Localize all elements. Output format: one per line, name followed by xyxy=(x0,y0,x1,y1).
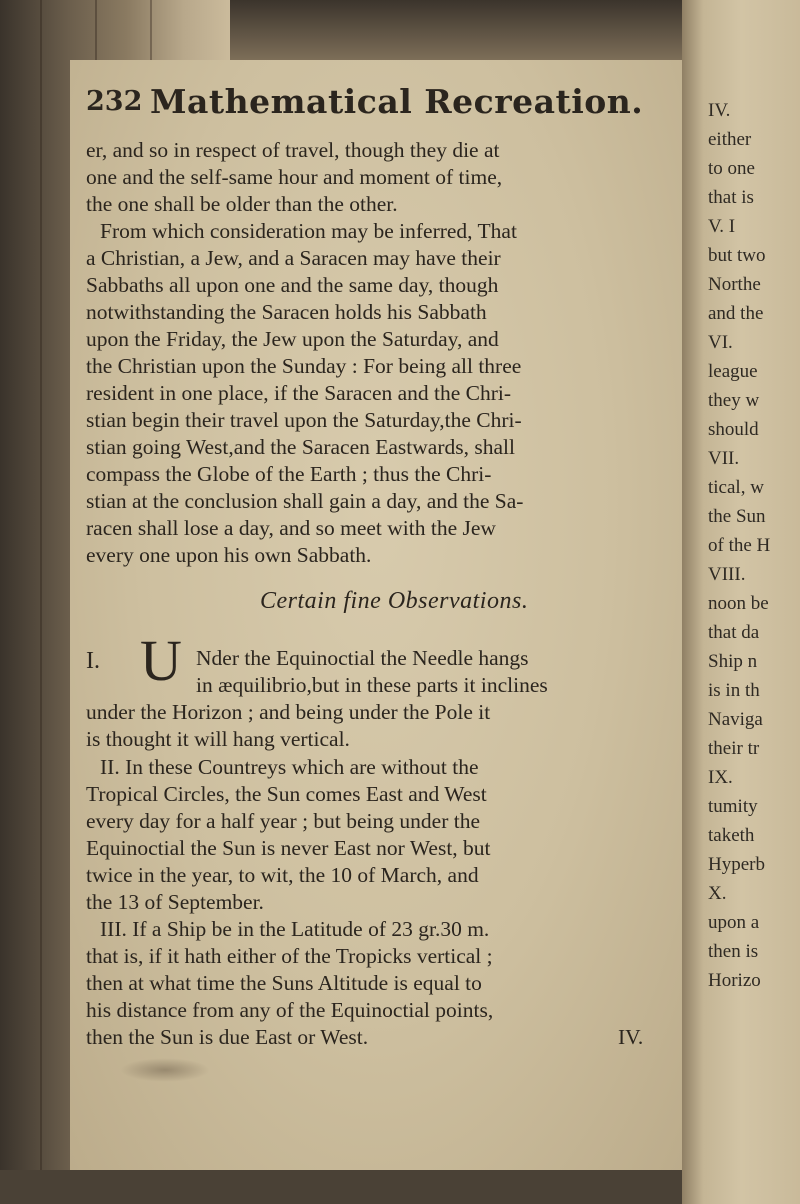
text-line: is thought it will hang vertical. xyxy=(86,727,350,751)
text-line: II. In these Countreys which are without the xyxy=(100,755,479,779)
page-number: 232 xyxy=(86,86,143,117)
text-line: Nder the Equinoctial the Needle hangs xyxy=(196,646,529,670)
facing-line: that is xyxy=(708,187,754,208)
text-line: resident in one place, if the Saracen and the Chri- xyxy=(86,381,512,405)
text-line: that is, if it hath either of the Tropicks vertical ; xyxy=(86,944,493,968)
facing-line: Ship n xyxy=(708,651,758,672)
text-line: under the Horizon ; and being under the Pole it xyxy=(86,700,491,724)
facing-line: tical, w xyxy=(708,477,764,498)
facing-line: should xyxy=(708,419,759,440)
text-line: Tropical Circles, the Sun comes East and West xyxy=(86,782,487,806)
facing-line: their tr xyxy=(708,738,760,759)
facing-line: V. I xyxy=(708,216,736,237)
text-line: the one shall be older than the other. xyxy=(86,192,398,216)
section-heading: Certain fine Observations. xyxy=(260,588,529,614)
text-line: in æquilibrio,but in these parts it inclines xyxy=(196,673,548,697)
facing-line: then is xyxy=(708,941,759,962)
facing-line: that da xyxy=(708,622,760,643)
ink-smudge xyxy=(120,1058,210,1082)
text-line: every day for a half year ; but being under the xyxy=(86,809,481,833)
text-line: Sabbaths all upon one and the same day, though xyxy=(86,273,499,297)
text-line: Equinoctial the Sun is never East nor West, but xyxy=(86,836,491,860)
facing-line: either xyxy=(708,129,752,150)
facing-line: VIII. xyxy=(708,564,746,585)
facing-line: VII. xyxy=(708,448,740,469)
text-line: upon the Friday, the Jew upon the Saturday, and xyxy=(86,327,499,351)
text-line: then at what time the Suns Altitude is equal to xyxy=(86,971,482,995)
facing-line: and the xyxy=(708,303,764,324)
facing-line: tumity xyxy=(708,796,758,817)
text-line: stian begin their travel upon the Saturday,the Chri- xyxy=(86,408,522,432)
facing-line: IX. xyxy=(708,767,733,788)
facing-line: Naviga xyxy=(708,709,763,730)
facing-page xyxy=(682,0,800,1204)
text-line: From which consideration may be inferred, That xyxy=(100,219,517,243)
text-line: the Christian upon the Sunday : For being all three xyxy=(86,354,522,378)
drop-cap: U xyxy=(140,628,182,693)
observation-number: I. xyxy=(86,648,100,674)
text-line: notwithstanding the Saracen holds his Sabbath xyxy=(86,300,487,324)
facing-line: of the H xyxy=(708,535,771,556)
facing-line: upon a xyxy=(708,912,760,933)
facing-line: but two xyxy=(708,245,766,266)
text-line: compass the Globe of the Earth ; thus the Chri- xyxy=(86,462,492,486)
text-line: stian going West,and the Saracen Eastwards, shall xyxy=(86,435,515,459)
facing-line: VI. xyxy=(708,332,733,353)
text-line: twice in the year, to wit, the 10 of March, and xyxy=(86,863,479,887)
text-line: a Christian, a Jew, and a Saracen may have their xyxy=(86,246,501,270)
catchword: IV. xyxy=(618,1025,644,1049)
facing-line: the Sun xyxy=(708,506,766,527)
page-header xyxy=(86,82,676,126)
text-line: one and the self-same hour and moment of time, xyxy=(86,165,503,189)
facing-line: is in th xyxy=(708,680,760,701)
facing-line: taketh xyxy=(708,825,755,846)
facing-line: X. xyxy=(708,883,727,904)
text-line: then the Sun is due East or West. xyxy=(86,1025,369,1049)
text-line: stian at the conclusion shall gain a day, and the Sa- xyxy=(86,489,524,513)
facing-line: league xyxy=(708,361,758,382)
facing-line: noon be xyxy=(708,593,769,614)
text-line: er, and so in respect of travel, though they die at xyxy=(86,138,500,162)
facing-line: Northe xyxy=(708,274,761,295)
text-line: racen shall lose a day, and so meet with the Jew xyxy=(86,516,496,540)
text-line: his distance from any of the Equinoctial points, xyxy=(86,998,494,1022)
background-bottom xyxy=(0,1170,800,1204)
text-line: III. If a Ship be in the Latitude of 23 gr.30 m. xyxy=(100,917,490,941)
facing-line: IV. xyxy=(708,100,731,121)
running-title: Mathematical Recreation. xyxy=(150,82,644,121)
page-edge xyxy=(40,0,42,1204)
facing-line: Hyperb xyxy=(708,854,765,875)
facing-line: to one xyxy=(708,158,755,179)
text-line: the 13 of September. xyxy=(86,890,264,914)
facing-line: Horizo xyxy=(708,970,761,991)
text-line: every one upon his own Sabbath. xyxy=(86,543,372,567)
facing-line: they w xyxy=(708,390,760,411)
